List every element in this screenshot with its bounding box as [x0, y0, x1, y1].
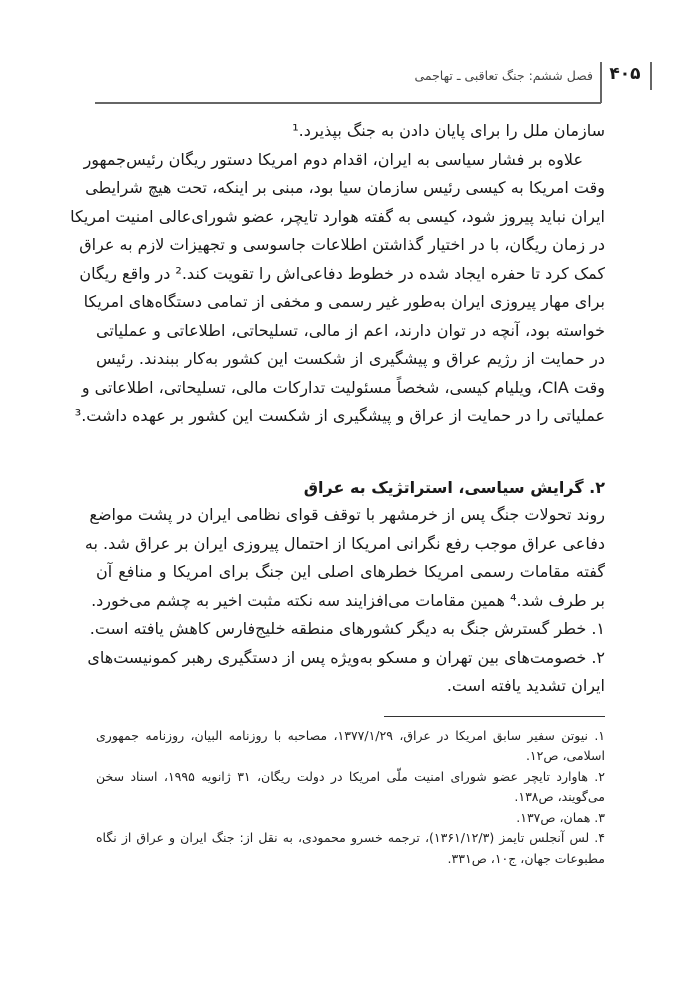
chapter-title: فصل ششم: جنگ تعاقبی ـ تهاجمی	[414, 68, 593, 83]
text-line: دفاعی عراق موجب رفع نگرانی امریکا از احتمال پیروزی ایران بر عراق شد. به	[84, 534, 605, 553]
text-line: سازمان ملل را برای پایان دادن به جنگ بپذیرد.¹	[292, 121, 605, 140]
text-line: خواسته بود، آنچه در توان دارند، اعم از مالی، تسلیحاتی، اطلاعاتی و عملیاتی	[96, 321, 605, 340]
footnote-line: ۲. هاوارد تایچر عضو شورای امنیت ملّی امریکا در دولت ریگان، ۳۱ ژانویه ۱۹۹۵، اسناد سخن	[96, 769, 605, 784]
section-heading: ۲. گرایش سیاسی، استراتژیک به عراق	[303, 478, 605, 497]
page-number: ۴۰۵	[609, 64, 641, 84]
footnote-line: ۳. همان، ص۱۳۷.	[516, 810, 605, 825]
text-line: روند تحولات جنگ پس از خرمشهر با توقف قوای نظامی ایران در پشت مواضع	[89, 505, 605, 524]
list-item: ایران تشدید یافته است.	[446, 676, 605, 695]
footnote-line: می‌گویند، ص۱۳۸.	[514, 789, 605, 804]
text-line: در حمایت از رژیم عراق و پیشگیری از شکست این کشور به‌کار ببندند. رئیس	[96, 349, 605, 368]
header-rule	[95, 102, 601, 104]
footnote-line: اسلامی، ص۱۲.	[525, 748, 605, 763]
footnote-line: ۱. نیوتن سفیر سابق امریکا در عراق، ۱۳۷۷/۱/۲۹، مصاحبه با روزنامه البیان، روزنامه جمهوری	[96, 728, 606, 743]
text-line: وقت امریکا به کیسی رئیس سازمان سیا بود، مبنی بر اینکه، تحت هیچ شرایطی	[85, 178, 605, 197]
text-line: برای مهار پیروزی ایران به‌طور غیر رسمی و مخفی از تمامی دستگاه‌های امریکا	[83, 292, 605, 311]
footnote-rule	[384, 716, 605, 717]
footnote-line: ۴. لس آنجلس تایمز (۱۳۶۱/۱۲/۳)، ترجمه خسرو محمودی، به نقل از: جنگ ایران و عراق از نگاه	[96, 830, 605, 845]
list-item: ۲. خصومت‌های بین تهران و مسکو به‌ویژه پس از دستگیری رهبر کمونیست‌های	[87, 648, 605, 667]
footnote-line: مطبوعات جهان، ج۱۰، ص۳۳۱.	[447, 851, 605, 866]
text-line: کمک کرد تا حفره ایجاد شده در خطوط دفاعی‌اش را تقویت کند.² در واقع ریگان	[79, 264, 605, 283]
header-divider	[650, 62, 652, 90]
text-line: وقت CIA، ویلیام کیسی، شخصاً مسئولیت تدارکات مالی، تسلیحاتی، اطلاعاتی و	[81, 378, 605, 397]
text-line: گفته مقامات رسمی امریکا خطرهای اصلی این جنگ برای امریکا و منافع آن	[96, 562, 605, 581]
text-line: علاوه بر فشار سیاسی به ایران، اقدام دوم امریکا دستور ریگان رئیس‌جمهور	[83, 150, 583, 169]
text-line: بر طرف شد.⁴ همین مقامات می‌افزایند سه نکته مثبت اخیر به چشم می‌خورد.	[91, 591, 605, 610]
text-line: عملیاتی را در حمایت از عراق و پیشگیری از شکست این کشور بر عهده داشت.³	[74, 406, 605, 425]
list-item: ۱. خطر گسترش جنگ به دیگر کشورهای منطقه خلیج‌فارس کاهش یافته است.	[89, 619, 605, 638]
text-line: در زمان ریگان، با در اختیار گذاشتن اطلاعات جاسوسی و تجهیزات لازم به عراق	[79, 235, 605, 254]
text-line: ایران نباید پیروز شود، کیسی به گفته هوارد تایچر، عضو شورای‌عالی امنیت امریکا	[70, 207, 605, 226]
